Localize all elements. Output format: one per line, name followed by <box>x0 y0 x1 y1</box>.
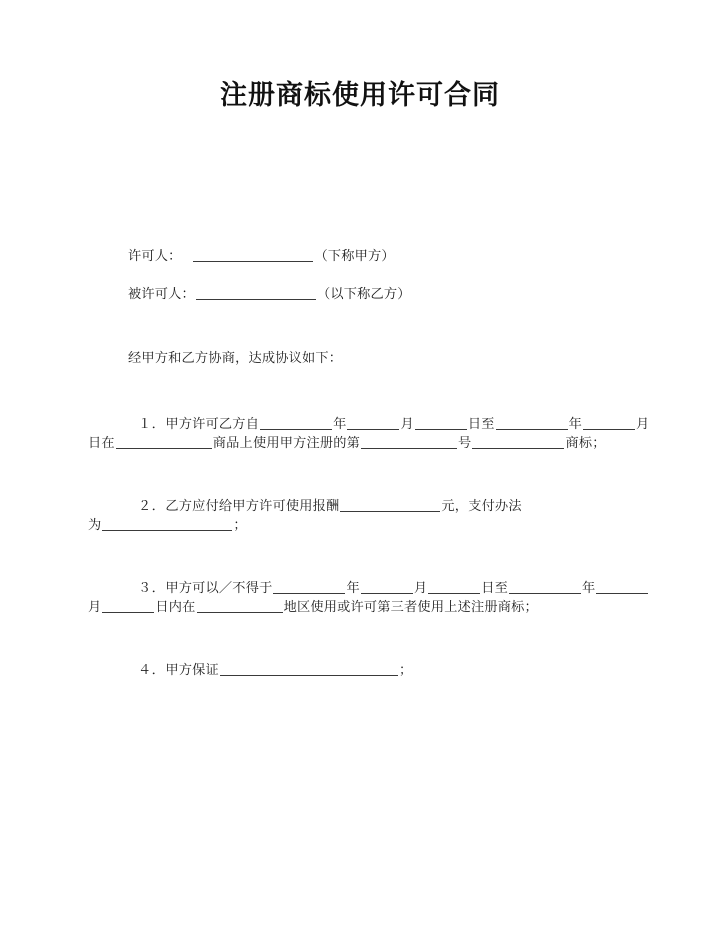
clause-3-end-day-blank[interactable] <box>102 599 154 613</box>
clause-3-line-2 <box>88 597 614 616</box>
licensee-label: 被许可人： <box>128 286 195 301</box>
licensor-line <box>108 246 614 265</box>
clause-2-text-a: 乙方应付给甲方许可使用报酬 <box>165 498 340 513</box>
clause-1-registration-number-blank[interactable] <box>361 435 457 449</box>
spacer <box>108 265 614 284</box>
licensor-suffix: （下称甲方） <box>314 248 395 263</box>
clause-1-text-j: 商标； <box>565 435 606 450</box>
clause-3-end-year-blank[interactable] <box>509 580 581 594</box>
spacer <box>108 616 614 660</box>
clause-1-text-b: 年 <box>333 416 347 431</box>
clause-3-text-h: 地区使用或许可第三者使用上述注册商标； <box>283 599 538 614</box>
clause-4-line-1 <box>108 660 614 679</box>
clause-1-text-f: 月 <box>636 416 650 431</box>
clause-1-text-d: 日至 <box>467 416 495 431</box>
clause-4-text-b: ； <box>398 662 413 677</box>
licensor-label: 许可人： <box>128 248 182 263</box>
licensee-line <box>108 284 614 303</box>
clause-2-line-2 <box>88 515 614 534</box>
clause-2 <box>88 496 614 534</box>
clause-1-start-month-blank[interactable] <box>347 416 399 430</box>
clause-1-line-2 <box>88 433 614 452</box>
clause-3-line-1 <box>108 578 614 597</box>
clause-1-number: １． <box>138 416 166 431</box>
clause-3 <box>88 578 614 616</box>
clause-3-text-d: 日至 <box>481 580 509 595</box>
spacer <box>108 452 614 496</box>
clause-1-line-1 <box>108 414 650 433</box>
clause-3-text-a: 甲方可以／不得于 <box>165 580 273 595</box>
clause-2-text-d: ； <box>233 517 247 532</box>
clause-2-number: ２． <box>138 498 166 513</box>
clause-1-end-month-blank[interactable] <box>583 416 635 430</box>
clause-3-end-month-blank[interactable] <box>596 580 648 594</box>
document-body <box>88 246 650 679</box>
clause-1-start-year-blank[interactable] <box>260 416 332 430</box>
clause-1 <box>88 414 650 452</box>
clause-4-number: ４． <box>138 662 166 677</box>
clause-3-start-day-blank[interactable] <box>428 580 480 594</box>
clause-1-text-g: 日在 <box>88 435 115 450</box>
clause-3-start-year-blank[interactable] <box>273 580 345 594</box>
licensor-name-blank[interactable] <box>193 248 313 262</box>
clause-1-trademark-blank[interactable] <box>472 435 564 449</box>
clause-3-text-b: 年 <box>346 580 360 595</box>
clause-3-start-month-blank[interactable] <box>361 580 413 594</box>
licensee-name-blank[interactable] <box>196 286 316 300</box>
clause-4-text-a: 甲方保证 <box>165 662 219 677</box>
clause-2-royalty-amount-blank[interactable] <box>340 498 440 512</box>
clause-3-text-c: 月 <box>413 580 428 595</box>
clause-2-text-c: 为 <box>88 517 102 532</box>
clause-4-guarantee-blank[interactable] <box>220 662 398 676</box>
clause-1-text-e: 年 <box>568 416 583 431</box>
clause-3-text-f: 月 <box>88 599 102 614</box>
spacer <box>108 534 614 578</box>
clause-1-text-i: 号 <box>458 435 472 450</box>
page-title: 注册商标使用许可合同 <box>220 80 500 110</box>
clause-1-text-h: 商品上使用甲方注册的第 <box>212 435 361 450</box>
clause-3-number: ３． <box>138 580 166 595</box>
clause-4 <box>108 660 614 679</box>
clause-1-text-a: 甲方许可乙方自 <box>165 416 260 431</box>
clause-2-line-1 <box>108 496 614 515</box>
clause-3-text-g: 日内在 <box>155 599 196 614</box>
clause-2-text-b: 元，支付办法 <box>441 498 522 513</box>
spacer <box>108 303 614 348</box>
clause-1-text-c: 月 <box>400 416 414 431</box>
spacer <box>108 367 614 414</box>
clause-2-payment-method-blank[interactable] <box>102 517 232 531</box>
clause-3-text-e: 年 <box>582 580 596 595</box>
preamble-text: 经甲方和乙方协商，达成协议如下： <box>128 350 343 365</box>
clause-1-end-year-blank[interactable] <box>496 416 568 430</box>
clause-3-territory-blank[interactable] <box>197 599 283 613</box>
clause-1-goods-blank[interactable] <box>116 435 212 449</box>
clause-1-start-day-blank[interactable] <box>415 416 467 430</box>
licensee-suffix: （以下称乙方） <box>316 286 411 301</box>
